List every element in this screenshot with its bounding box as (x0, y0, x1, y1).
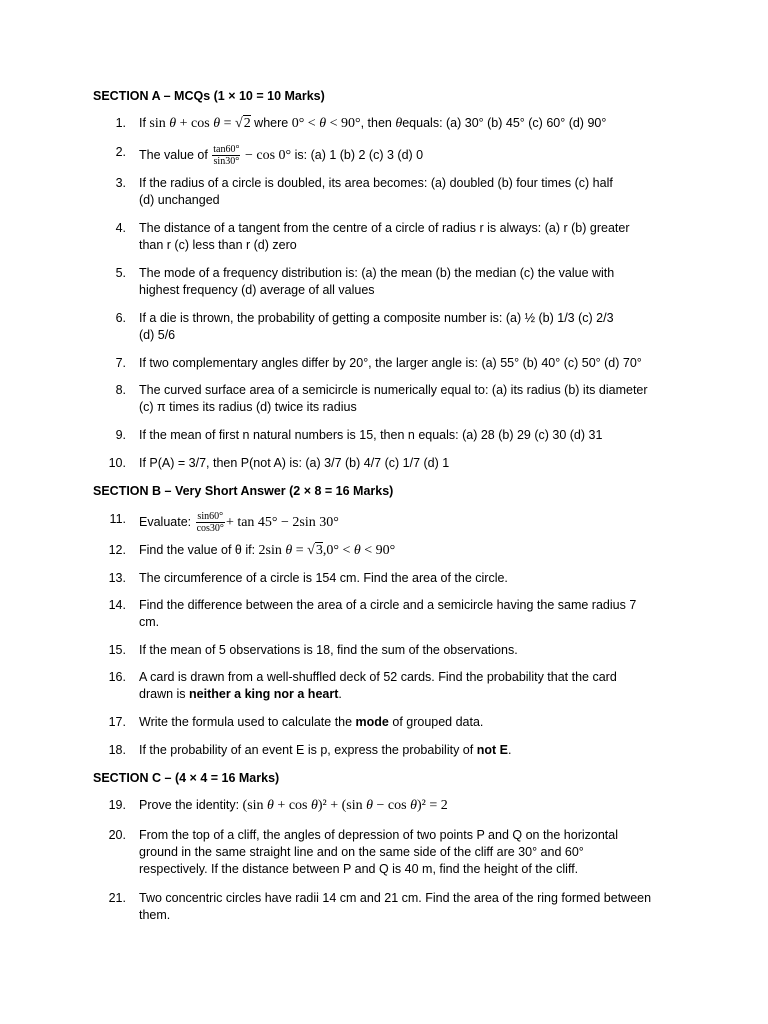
question-text: The value of $\frac{\tan 60^\circ}{\sin 30^\circ}$ − cos 0° is: (a) 1 (b) 2 (c) 3 (d) 0 (139, 144, 424, 167)
question-number: 9. (115, 428, 126, 442)
question-number: 2. (115, 145, 126, 159)
question-number: 11. (109, 512, 126, 526)
section-a-heading: SECTION A – MCQs (1 × 10 = 10 Marks) (93, 89, 325, 103)
question-text: Write the formula used to calculate the mode of grouped data. (139, 715, 484, 729)
question-number: 17. (108, 715, 126, 729)
question-text: The distance of a tangent from the centre of a circle of radius r is always: (a) r (b) greater than r (c) less than r (d) zero (139, 221, 630, 252)
fraction: $\frac{\tan 60^\circ}{\sin 30^\circ}$ (213, 144, 240, 167)
question-number: 6. (115, 311, 126, 325)
question-text: If the mean of first n natural numbers is 15, then n equals: (a) 28 (b) 29 (c) 30 (d) 31 (139, 428, 603, 442)
question-number: 15. (108, 643, 126, 657)
question-text: From the top of a cliff, the angles of depression of two points P and Q on the horizontal ground in the same straight line and on the same side of the cliff are 30° and 60° respectively. If the distance between P and Q is 40 m, find the height of the cliff. (139, 828, 618, 876)
question-text: Find the value of θ if: 2sin θ = √3,0° < θ < 90° (139, 543, 396, 558)
question-text: The circumference of a circle is 154 cm. Find the area of the circle. (139, 571, 508, 585)
question-number: 8. (115, 383, 126, 397)
question-number: 10. (108, 456, 126, 470)
question-text: If two complementary angles differ by 20°, the larger angle is: (a) 55° (b) 40° (c) 50° (d) 70° (139, 356, 642, 370)
question-text: A card is drawn from a well-shuffled deck of 52 cards. Find the probability that the card drawn is neither a king nor a heart. (139, 670, 617, 701)
question-number: 20. (108, 828, 126, 842)
question-text: If the radius of a circle is doubled, its area becomes: (a) doubled (b) four times (c) half (d) unchanged (139, 176, 613, 207)
question-text: The curved surface area of a semicircle is numerically equal to: (a) its radius (b) its diameter (c) π times its radius (d) twice its radius (139, 383, 648, 414)
section-c-heading: SECTION C – (4 × 4 = 16 Marks) (93, 771, 280, 785)
fraction: $\frac{\sin 60^\circ}{\cos 30^\circ}$ (196, 511, 224, 534)
question-number: 7. (115, 356, 126, 370)
question-number: 1. (115, 116, 126, 130)
question-text: If the mean of 5 observations is 18, find the sum of the observations. (139, 643, 518, 657)
question-number: 3. (115, 176, 126, 190)
question-number: 18. (108, 743, 126, 757)
question-text: Evaluate: $\frac{\sin 60^\circ}{\cos 30^\circ}$ + tan 45° − 2sin 30° (139, 511, 339, 534)
question-text: The mode of a frequency distribution is: (a) the mean (b) the median (c) the value with highest frequency (d) average of all values (139, 266, 615, 297)
section-b-heading: SECTION B – Very Short Answer (2 × 8 = 16 Marks) (93, 484, 394, 498)
question-number: 5. (115, 266, 126, 280)
question-text: Two concentric circles have radii 14 cm and 21 cm. Find the area of the ring formed between them. (139, 891, 652, 922)
question-text: Find the difference between the area of a circle and a semicircle having the same radius 7 cm. (139, 598, 637, 629)
question-number: 12. (108, 543, 126, 557)
question-text: If P(A) = 3/7, then P(not A) is: (a) 3/7 (b) 4/7 (c) 1/7 (d) 1 (139, 456, 450, 470)
question-number: 13. (108, 571, 126, 585)
question-text: If sin θ + cos θ = √2 where 0° < θ < 90°, then θequals: (a) 30° (b) 45° (c) 60° (d) 90° (139, 116, 607, 131)
question-text: If a die is thrown, the probability of getting a composite number is: (a) ½ (b) 1/3 (c) 2/3 (d) 5/6 (139, 311, 614, 342)
question-number: 21. (108, 891, 126, 905)
question-text: If the probability of an event E is p, express the probability of not E. (139, 743, 512, 757)
question-number: 14. (108, 598, 126, 612)
question-number: 16. (108, 670, 126, 684)
question-number: 4. (115, 221, 126, 235)
question-text: Prove the identity: (sin θ + cos θ)² + (sin θ − cos θ)² = 2 (139, 798, 448, 813)
question-number: 19. (108, 798, 126, 812)
